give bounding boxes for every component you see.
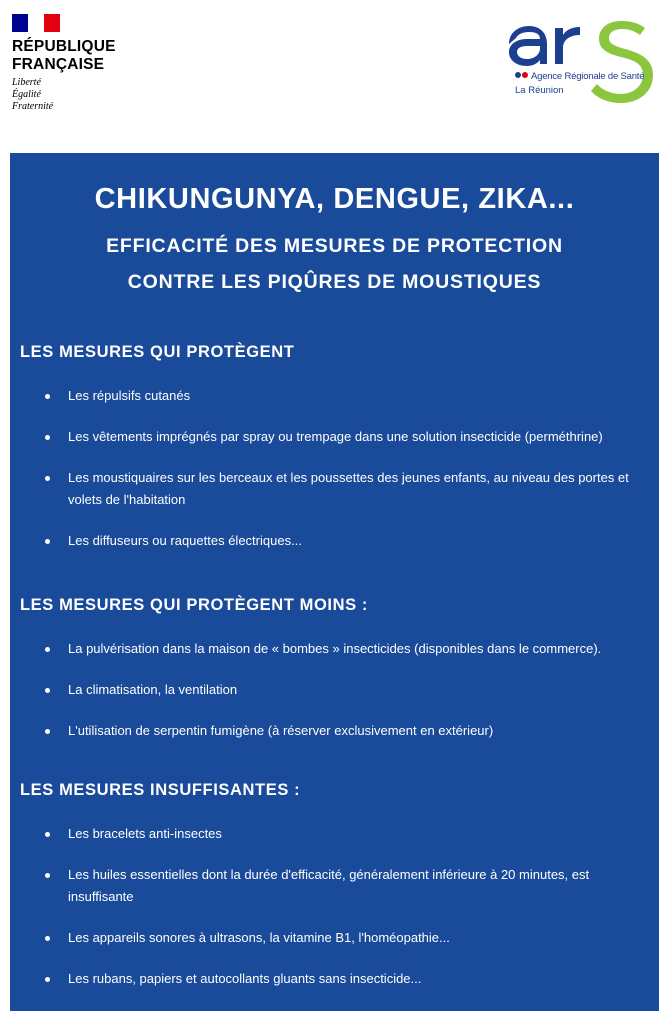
list-item: La pulvérisation dans la maison de « bombes » insecticides (disponibles dans le commerce). xyxy=(10,638,640,660)
list-item: Les bracelets anti-insectes xyxy=(10,823,640,845)
subtitle-line-1: EFFICACITÉ DES MESURES DE PROTECTION xyxy=(106,235,563,257)
rf-motto: Liberté Égalité Fraternité xyxy=(12,77,54,112)
rf-title: RÉPUBLIQUE FRANÇAISE xyxy=(12,38,116,73)
ars-blue-dot-icon xyxy=(515,72,521,78)
section-title-protective: LES MESURES QUI PROTÈGENT xyxy=(20,343,295,361)
list-item: Les moustiquaires sur les berceaux et les poussettes des jeunes enfants, au niveau des portes et volets de l'habitation xyxy=(10,467,640,511)
list-item: Les appareils sonores à ultrasons, la vitamine B1, l'homéopathie... xyxy=(10,927,640,949)
ars-logo xyxy=(505,18,660,110)
page-header xyxy=(0,0,669,150)
list-item: Les répulsifs cutanés xyxy=(10,385,640,407)
ars-region: La Réunion xyxy=(515,85,564,96)
list-protective xyxy=(10,385,640,552)
list-item: L'utilisation de serpentin fumigène (à réserver exclusivement en extérieur) xyxy=(10,720,640,742)
french-flag-icon xyxy=(12,14,60,32)
subtitle-line-2: CONTRE LES PIQÛRES DE MOUSTIQUES xyxy=(127,271,542,293)
ars-red-dot-icon xyxy=(522,72,528,78)
page-title: CHIKUNGUNYA, DENGUE, ZIKA... xyxy=(94,183,575,215)
list-item: Les diffuseurs ou raquettes électriques... xyxy=(10,530,640,552)
list-item: Les huiles essentielles dont la durée d'efficacité, généralement inférieure à 20 minutes, est insuffisante xyxy=(10,864,640,908)
list-insufficient xyxy=(10,823,640,990)
section-title-insufficient: LES MESURES INSUFFISANTES : xyxy=(20,781,301,799)
content-panel xyxy=(10,153,659,1011)
ars-logo-graphic xyxy=(505,18,660,110)
ars-agency-label: Agence Régionale de Santé xyxy=(531,71,645,82)
list-item: Les vêtements imprégnés par spray ou trempage dans une solution insecticide (perméthrine) xyxy=(10,426,640,448)
list-item: La climatisation, la ventilation xyxy=(10,679,640,701)
section-title-less-protective: LES MESURES QUI PROTÈGENT MOINS : xyxy=(20,596,368,614)
list-less-protective xyxy=(10,638,640,742)
ars-agency-name xyxy=(515,71,644,82)
list-item: Les rubans, papiers et autocollants gluants sans insecticide... xyxy=(10,968,640,990)
